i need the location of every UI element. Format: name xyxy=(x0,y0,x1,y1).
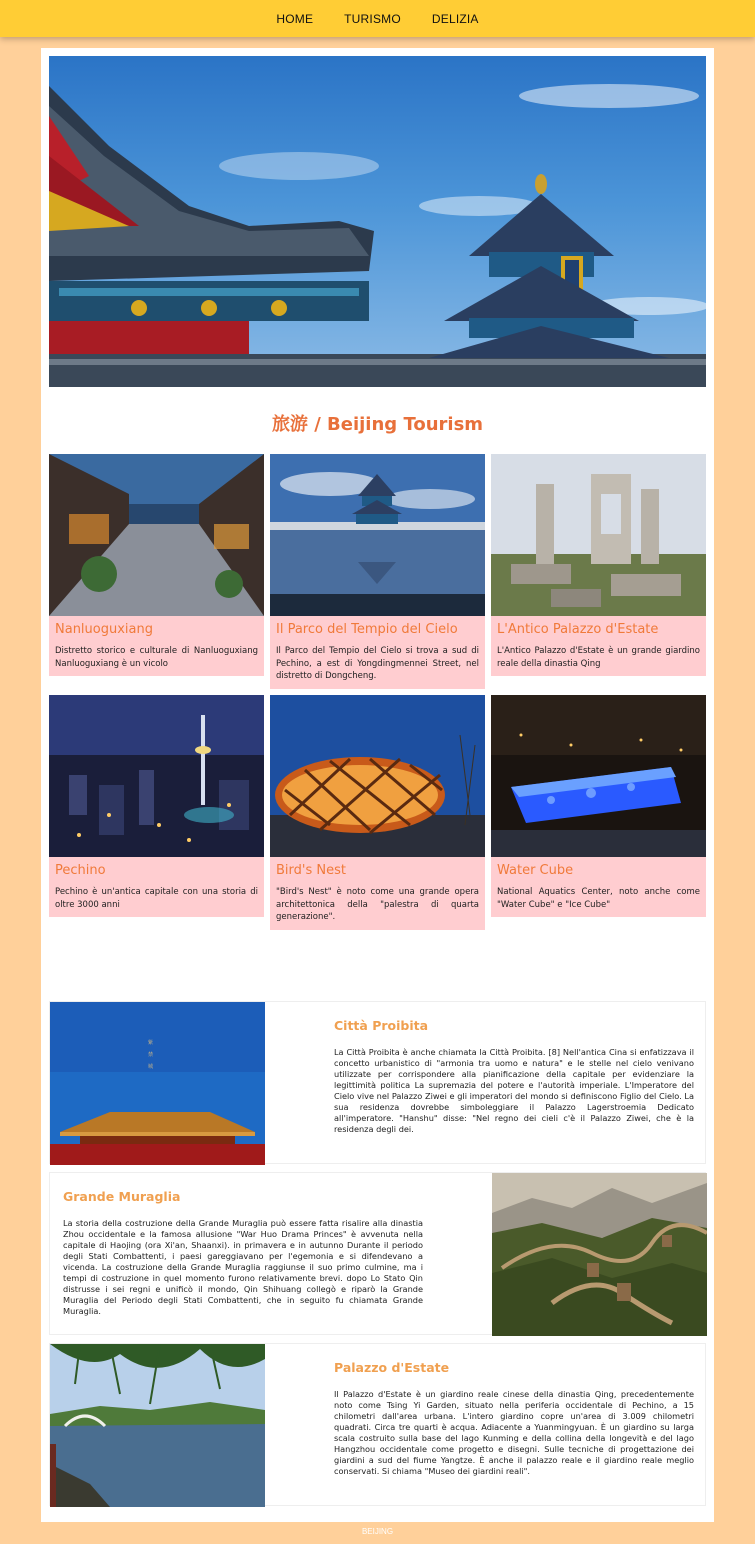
ruins-photo xyxy=(491,454,706,616)
top-nav xyxy=(0,0,755,37)
feature-great-wall xyxy=(49,1172,706,1335)
main-content xyxy=(41,48,714,1522)
card-birds-nest[interactable] xyxy=(270,695,485,930)
city-night-photo xyxy=(49,695,264,857)
card-text: Pechino è un'antica capitale con una storia di oltre 3000 anni xyxy=(55,887,258,910)
svg-text:禁: 禁 xyxy=(148,1052,154,1058)
card-text: "Bird's Nest" è noto come una grande opera architettonica della "palestra di quarta generazione". xyxy=(276,887,479,922)
card-old-summer-palace[interactable] xyxy=(491,454,706,676)
card-info xyxy=(491,857,706,917)
nav-home-link[interactable]: HOME xyxy=(276,11,314,26)
card-nanluoguxiang[interactable] xyxy=(49,454,264,676)
feature-summer-palace xyxy=(49,1343,706,1506)
feature-body: La Città Proibita è anche chiamata la Città Proibita. [8] Nell'antica Cina si enfatizzava il concetto urbanistico di "armonia tra uomo e natura" e le stelle nel cielo venivano utilizzate per corrispondere alla pianificazione della capitale per evidenziare la legittimità politica La supremazia del potere e l'autorità imperiale. L'Imperatore del Cielo vive nel Palazzo Ziwei e gli imperatori del mondo si definiscono Figlio del Cielo. La sua residenza dovrebbe simboleggiare il Palazzo Lagerstroemia Dedicato all'imperatore. "Hanshu" disse: "Nel regno dei cieli c'è il Palazzo Ziwei, che è la residenza degli dei. xyxy=(334,1047,694,1134)
card-title: Bird's Nest xyxy=(276,863,346,878)
birds-nest-photo xyxy=(270,695,485,857)
card-title: Il Parco del Tempio del Cielo xyxy=(276,622,458,637)
card-title: Water Cube xyxy=(497,863,574,878)
card-temple-of-heaven[interactable] xyxy=(270,454,485,689)
forbidden-city-photo xyxy=(50,1002,265,1165)
feature-title: Palazzo d'Estate xyxy=(334,1360,450,1375)
hero-image xyxy=(49,56,706,387)
card-info xyxy=(49,616,264,676)
vertical-text: 紫 xyxy=(148,1040,154,1046)
svg-text:城: 城 xyxy=(148,1064,154,1070)
feature-text xyxy=(334,1018,694,1135)
card-text: Distretto storico e culturale di Nanluoguxiang Nanluoguxiang è un vicolo xyxy=(55,646,258,669)
card-title: L'Antico Palazzo d'Estate xyxy=(497,622,659,637)
card-info xyxy=(270,616,485,689)
card-info xyxy=(270,857,485,930)
card-text: L'Antico Palazzo d'Estate è un grande giardino reale della dinastia Qing xyxy=(497,646,700,669)
old-street-photo xyxy=(49,454,264,616)
feature-text xyxy=(63,1189,423,1317)
card-text: National Aquatics Center, noto anche come "Water Cube" e "Ice Cube" xyxy=(497,887,700,910)
card-title: Pechino xyxy=(55,863,106,878)
card-text: Il Parco del Tempio del Cielo si trova a sud di Pechino, a est di Yongdingmennei Street, nel distretto di Dongcheng. xyxy=(276,646,479,681)
nav-delizia-link[interactable]: DELIZIA xyxy=(431,11,479,26)
feature-forbidden-city xyxy=(49,1001,706,1164)
card-title: Nanluoguxiang xyxy=(55,622,153,637)
feature-title: Grande Muraglia xyxy=(63,1189,181,1204)
feature-body: La storia della costruzione della Grande Muraglia può essere fatta risalire alla dinastia Zhou occidentale e la famosa allusione "War Huo Drama Princes" è avvenuta nella capitale di Haojing (ora Xi'an, Shaanxi). in primavera e in autunno Durante il periodo degli Stati Combattenti, i paesi gareggiavano per l'egemonia e si difendevano a vicenda. La costruzione della Grande Muraglia raggiunse il suo primo culmine, ma i tempi di costruzione in quel momento furono relativamente brevi. dopo Lo Stato Qin distrusse i sei regni e unificò il mondo, Qin Shihuang collegò e riparò la Grande Muraglia del Periodo degli Stati Combattenti, che in seguito fu chiamata Grande Muraglia. xyxy=(63,1218,423,1316)
feature-text xyxy=(334,1360,694,1477)
feature-body: Il Palazzo d'Estate è un giardino reale cinese della dinastia Qing, precedentemente noto come Tsing Yi Garden, situato nella periferia occidentale di Pechino, a 15 chilometri dall'area urbana. L'intero giardino copre un'area di 3.009 chilometri quadrati. Circa tre quarti è acqua. Adiacente a Yuanmingyuan. È un giardino su larga scala costruito sulla base del lago Kunming e della collina della longevità e del lago Hangzhou occidentale come progetto e disegni. Sulle tecniche di progettazione dei giardini a sud del fiume Yangtze. È anche il palazzo reale e il giardino reale meglio conservati. Si chiama "Museo dei giardini reali". xyxy=(334,1389,694,1476)
footer: BEIJING xyxy=(361,1527,394,1536)
card-pechino[interactable] xyxy=(49,695,264,917)
summer-palace-photo xyxy=(50,1344,265,1507)
card-info xyxy=(491,616,706,676)
card-info xyxy=(49,857,264,917)
temple-of-heaven-photo xyxy=(270,454,485,616)
section-title: 旅游 / Beijing Tourism xyxy=(271,414,484,435)
water-cube-photo xyxy=(491,695,706,857)
nav-turismo-link[interactable]: TURISMO xyxy=(344,11,401,26)
great-wall-photo xyxy=(492,1173,707,1336)
card-water-cube[interactable] xyxy=(491,695,706,917)
feature-title: Città Proibita xyxy=(334,1018,429,1033)
